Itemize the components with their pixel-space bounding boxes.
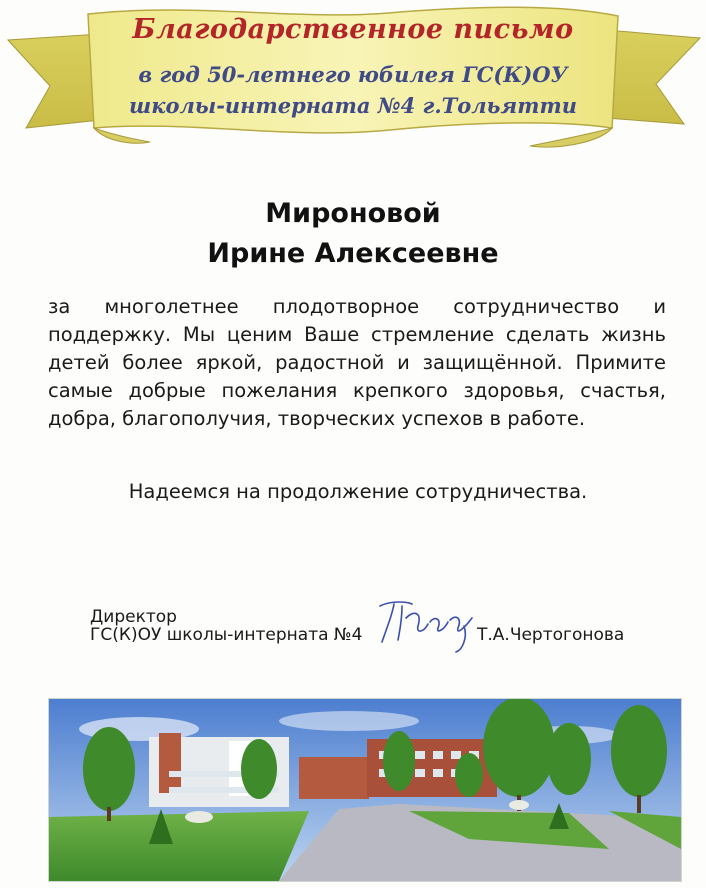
handwritten-signature <box>372 596 482 656</box>
banner-subtitle-line2: школы-интерната №4 г.Тольятти <box>129 93 577 118</box>
signatory-organization: ГС(К)ОУ школы-интерната №4 <box>90 625 363 645</box>
letter-title: Благодарственное письмо <box>132 14 574 45</box>
school-panorama-photo <box>48 698 682 882</box>
closing-line: Надеемся на продолжение сотрудничества. <box>128 480 588 503</box>
recipient-given-names: Ирине Алексеевне <box>207 238 499 269</box>
recipient-surname: Мироновой <box>265 198 441 229</box>
banner-subtitle-line1: в год 50-летнего юбилея ГС(К)ОУ <box>138 62 568 87</box>
letter-body: за многолетнее плодотворное сотрудничество и поддержку. Мы ценим Ваше стремление сделать жизнь детей более яркой, радостной и защищённой. Примите самые добрые пожелания крепкого здоровья, счастья, добра, благополучия, творческих успехов в работе. <box>48 295 666 430</box>
signatory-position: Директор <box>90 607 177 627</box>
signatory-name: Т.А.Чертогонова <box>477 625 625 645</box>
